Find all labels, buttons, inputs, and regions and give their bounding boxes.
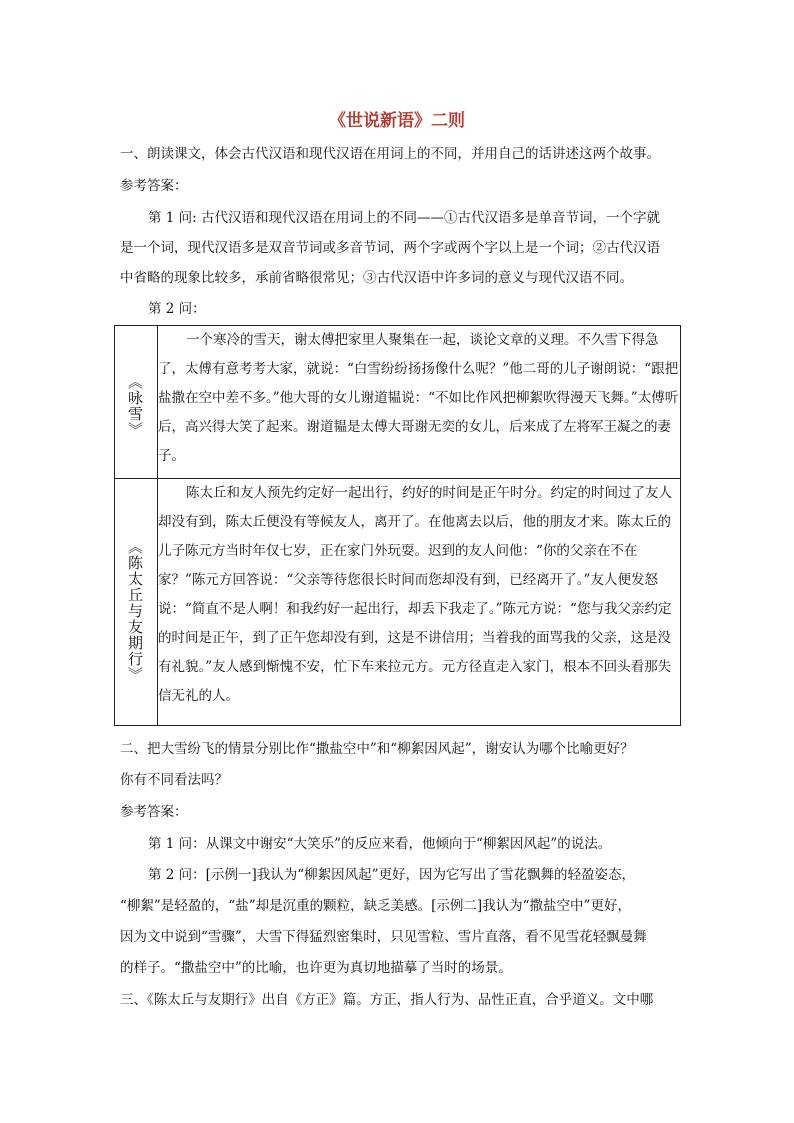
question-2-line-2: 你有不同看法吗？ [120, 772, 228, 788]
story-row-chentaiqiu [115, 479, 681, 726]
story-name-cell [115, 326, 158, 479]
q2-answer-2-line-4: 的样子。“撒盐空中”的比喻，也许更为真切地描摹了当时的场景。 [120, 960, 512, 976]
story-text: 陈太丘和友人预先约定好一起出行，约好的时间是正午时分。约定的时间过了友人却没有到，陈太丘便没有等候友人，离开了。在他离去以后，他的朋友才来。陈太丘的儿子陈元方当时年仅七岁，正在家门外玩耍。迟到的友人问他：“你的父亲在不在家？”陈元方回答说：“父亲等待您很长时间而您却没有到，已经离开了。”友人便发怒说：“简直不是人啊！和我约好一起出行，却丢下我走了。”陈元方说：“您与我父亲约定的时间是正午，到了正午您却没有到，这是不讲信用；当着我的面骂我的父亲，这是没有礼貌。”友人感到惭愧不安，忙下车来拉元方。元方径直走入家门，根本不回头看那失信无礼的人。 [158, 485, 672, 704]
story-name: 《陈太丘与友期行》 [126, 539, 144, 683]
story-text-cell [158, 479, 681, 726]
question-2-line-1: 二、把大雪纷飞的情景分别比作“撒盐空中”和“柳絮因风起”，谢安认为哪个比喻更好？ [120, 741, 634, 757]
q2-answer-2-line-1: 第 2 问：[示例一]我认为“柳絮因风起”更好，因为它写出了雪花飘舞的轻盈姿态， [148, 867, 636, 883]
page-title: 《世说新语》二则 [329, 111, 465, 131]
answer-1-line-1: 第 1 问: 古代汉语和现代汉语在用词上的不同——①古代汉语多是单音节词，一个字就 [148, 210, 661, 226]
question-3: 三、《陈太丘与友期行》出自《方正》篇。方正，指人行为、品性正直，合乎道义。文中哪 [120, 992, 654, 1008]
q2-answer-2-line-3: 因为文中说到“雪骤”，大雪下得猛烈密集时，只见雪粒、雪片直落，看不见雪花轻飘曼舞 [120, 929, 647, 945]
answer-label-1: 参考答案： [120, 178, 188, 194]
story-text: 一个寒冷的雪天，谢太傅把家里人聚集在一起，谈论文章的义理。不久雪下得急了，太傅有意考考大家，就说：“白雪纷纷扬扬像什么呢？”他二哥的儿子谢朗说：“跟把盐撒在空中差不多。”他大哥的女儿谢道韫说：“不如比作风把柳絮吹得漫天飞舞。”太傅听后，高兴得大笑了起来。谢道韫是太傅大哥谢无奕的女儿，后来成了左将军王凝之的妻子。 [158, 332, 679, 464]
question-1: 一、朗读课文，体会古代汉语和现代汉语在用词上的不同，并用自己的话讲述这两个故事。 [120, 146, 660, 162]
answer-1-line-2: 是一个词，现代汉语多是双音节词或多音节词，两个字或两个字以上是一个词；②古代汉语 [120, 240, 660, 256]
answer-label-2: 参考答案： [120, 804, 188, 820]
q2-answer-1: 第 1 问：从课文中谢安“大笑乐”的反应来看，他倾向于“柳絮因风起”的说法。 [148, 836, 612, 852]
q2-answer-2-line-2: “柳絮”是轻盈的，“盐”却是沉重的颗粒，缺乏美感。[示例二]我认为“撒盐空中”更好， [120, 898, 631, 914]
answer-2-label: 第 2 问： [148, 301, 206, 317]
story-name: 《咏雪》 [126, 374, 144, 438]
stories-table [114, 325, 681, 726]
story-row-yongxue [115, 326, 681, 479]
story-name-cell [115, 479, 158, 726]
story-text-cell [158, 326, 681, 479]
answer-1-line-3: 中省略的现象比较多，承前省略很常见；③古代汉语中许多词的意义与现代汉语不同。 [120, 270, 633, 286]
